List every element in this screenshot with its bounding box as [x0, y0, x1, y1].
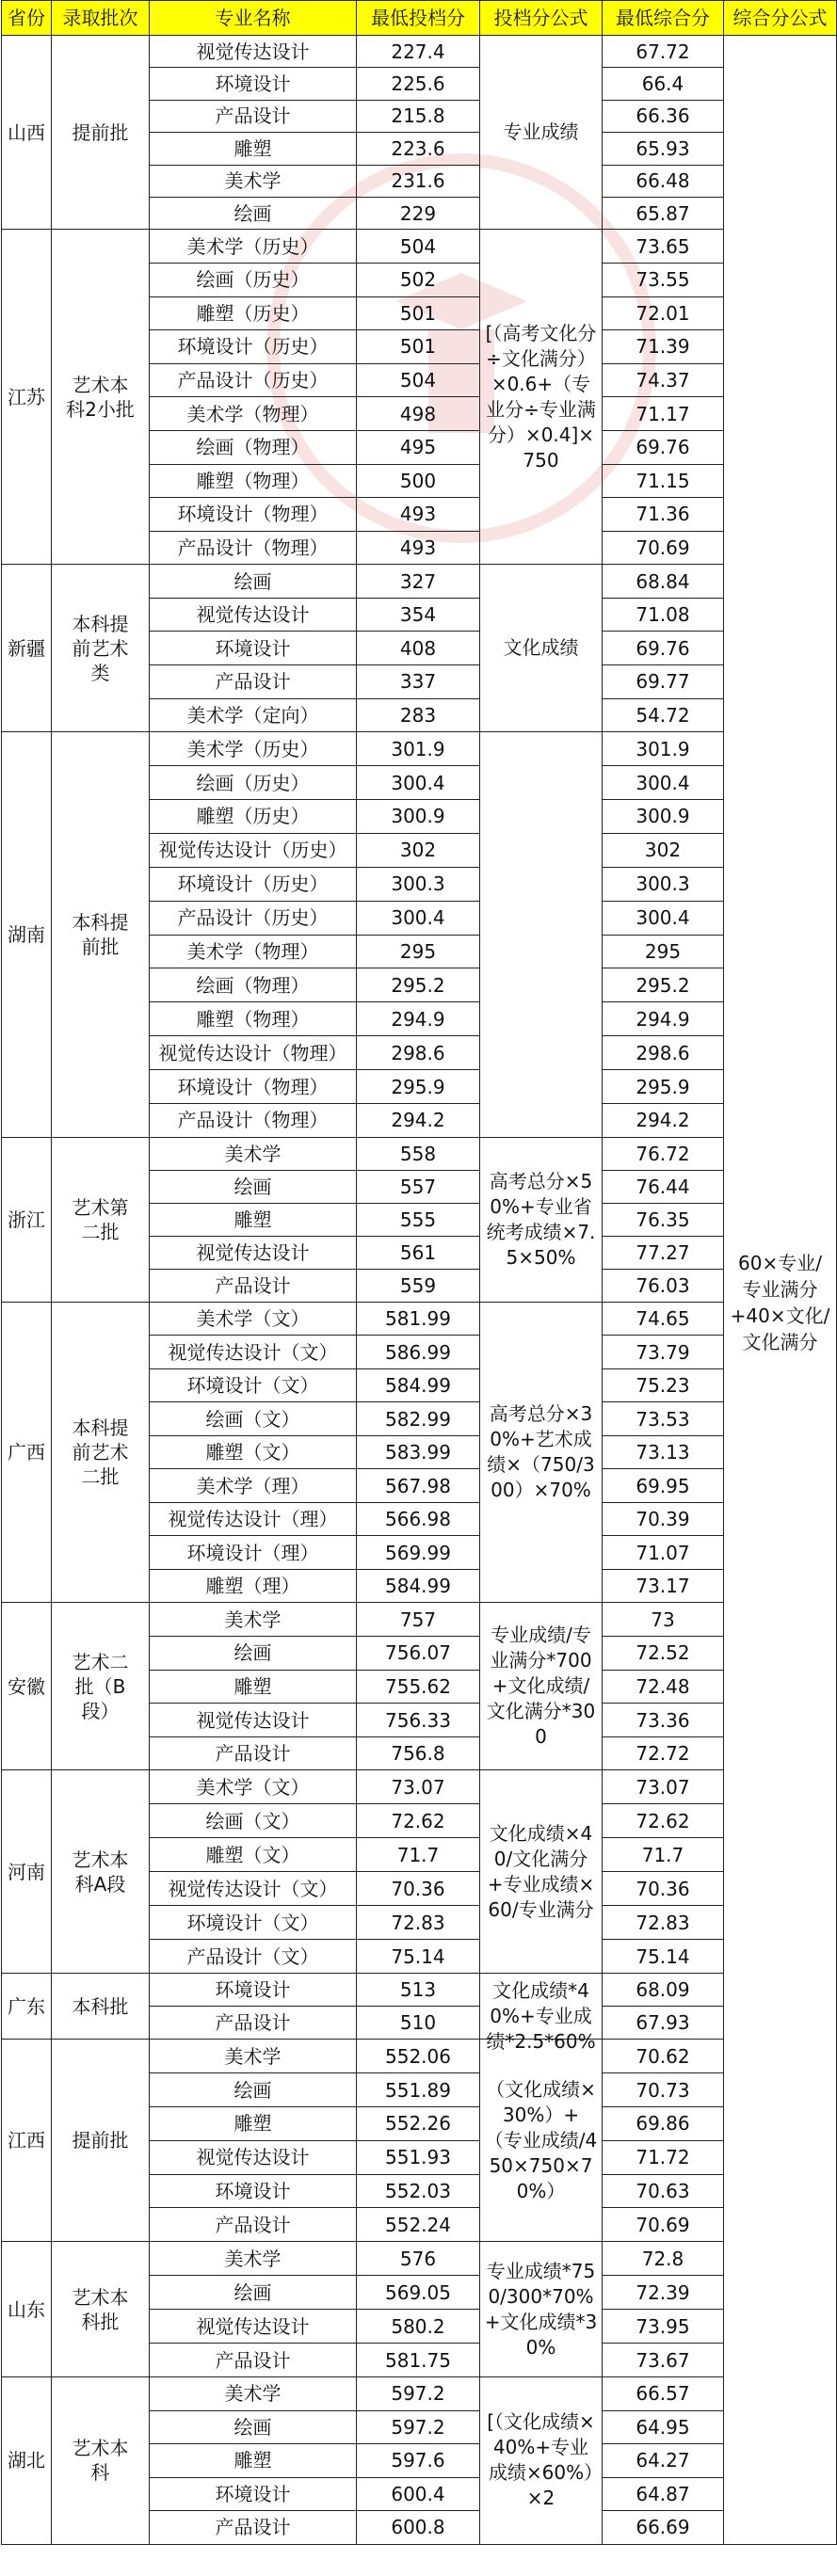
- major-cell: 产品设计: [150, 1736, 357, 1770]
- major-cell: 雕塑: [150, 1203, 357, 1236]
- min-score-cell: 327: [357, 565, 480, 599]
- province-cell: 山西: [2, 36, 52, 230]
- min-composite-cell: 69.95: [603, 1469, 724, 1503]
- min-score-cell: 566.98: [357, 1502, 480, 1536]
- min-composite-cell: 72.8: [603, 2242, 724, 2276]
- min-score-cell: 584.99: [357, 1368, 480, 1402]
- major-cell: 绘画: [150, 2410, 357, 2444]
- major-cell: 美术学（物理）: [150, 935, 357, 968]
- major-cell: 环境设计（历史）: [150, 867, 357, 901]
- table-row: [2, 1137, 837, 1170]
- major-cell: 绘画: [150, 1170, 357, 1203]
- min-score-cell: 510: [357, 2007, 480, 2040]
- min-composite-cell: 71.36: [603, 498, 724, 532]
- batch-cell: 艺术本科: [52, 2377, 150, 2545]
- major-cell: 视觉传达设计: [150, 2310, 357, 2344]
- min-score-cell: 71.7: [357, 1838, 480, 1872]
- major-cell: 产品设计: [150, 2344, 357, 2377]
- major-cell: 雕塑（历史）: [150, 296, 357, 330]
- min-composite-cell: 54.72: [603, 698, 724, 732]
- min-composite-cell: 72.83: [603, 1906, 724, 1940]
- major-cell: 绘画（历史）: [150, 766, 357, 800]
- score-formula-cell: 文化成绩×40/文化满分+专业成绩×60/专业满分: [480, 1770, 603, 1974]
- min-composite-cell: 71.15: [603, 464, 724, 498]
- major-cell: 雕塑（物理）: [150, 1002, 357, 1036]
- major-cell: 雕塑（历史）: [150, 800, 357, 834]
- min-score-cell: 555: [357, 1203, 480, 1236]
- min-score-cell: 600.4: [357, 2477, 480, 2511]
- table-row: [2, 2242, 837, 2276]
- major-cell: 美术学: [150, 1603, 357, 1637]
- min-score-cell: 300.3: [357, 867, 480, 901]
- min-score-cell: 295.9: [357, 1070, 480, 1104]
- score-formula-cell: 专业成绩: [480, 36, 603, 230]
- province-cell: 广东: [2, 1974, 52, 2040]
- min-score-cell: 495: [357, 430, 480, 464]
- min-composite-cell: 300.3: [603, 867, 724, 901]
- min-composite-cell: 70.36: [603, 1872, 724, 1906]
- min-score-cell: 337: [357, 665, 480, 699]
- province-cell: 湖北: [2, 2377, 52, 2545]
- min-score-cell: 567.98: [357, 1469, 480, 1503]
- min-score-cell: 300.9: [357, 800, 480, 834]
- major-cell: 环境设计（文）: [150, 1906, 357, 1940]
- min-composite-cell: 64.95: [603, 2410, 724, 2444]
- major-cell: 雕塑（文）: [150, 1435, 357, 1469]
- major-cell: 视觉传达设计（历史）: [150, 833, 357, 867]
- min-score-cell: 502: [357, 263, 480, 296]
- major-cell: 环境设计: [150, 2174, 357, 2208]
- major-cell: 视觉传达设计（理）: [150, 1502, 357, 1536]
- major-cell: 美术学（物理）: [150, 397, 357, 431]
- min-score-cell: 301.9: [357, 732, 480, 766]
- major-cell: 雕塑: [150, 1670, 357, 1704]
- major-cell: 产品设计: [150, 2208, 357, 2242]
- batch-cell: 本科批: [52, 1974, 150, 2040]
- major-cell: 视觉传达设计: [150, 36, 357, 68]
- min-composite-cell: 67.93: [603, 2007, 724, 2040]
- major-cell: 产品设计（历史）: [150, 363, 357, 397]
- major-cell: 雕塑: [150, 2107, 357, 2141]
- major-cell: 产品设计: [150, 1269, 357, 1302]
- min-score-cell: 223.6: [357, 133, 480, 165]
- min-composite-cell: 68.09: [603, 1974, 724, 2007]
- major-cell: 环境设计（物理）: [150, 1070, 357, 1104]
- header-batch: 录取批次: [52, 1, 150, 36]
- min-score-cell: 581.75: [357, 2344, 480, 2377]
- min-score-cell: 561: [357, 1236, 480, 1269]
- header-min-composite: 最低综合分: [603, 1, 724, 36]
- major-cell: 雕塑: [150, 133, 357, 165]
- score-formula-cell: [（高考文化分÷文化满分）×0.6+（专业分÷专业满分）×0.4]×750: [480, 230, 603, 565]
- min-composite-cell: 70.73: [603, 2073, 724, 2107]
- min-composite-cell: 74.37: [603, 363, 724, 397]
- min-composite-cell: 65.87: [603, 197, 724, 229]
- province-cell: 安徽: [2, 1603, 52, 1770]
- score-formula-cell: 文化成绩: [480, 565, 603, 732]
- composite-formula-text: 60×专业/专业满分+40×文化/文化满分: [730, 1252, 830, 1353]
- batch-cell: 本科提前艺术类: [52, 565, 150, 732]
- major-cell: 美术学（定向）: [150, 698, 357, 732]
- major-cell: 绘画: [150, 1637, 357, 1671]
- min-composite-cell: 65.93: [603, 133, 724, 165]
- min-score-cell: 227.4: [357, 36, 480, 68]
- header-major: 专业名称: [150, 1, 357, 36]
- min-composite-cell: 67.72: [603, 36, 724, 68]
- score-formula-cell: [（文化成绩×40%+专业成绩×60%）×2: [480, 2377, 603, 2545]
- major-cell: 美术学（文）: [150, 1302, 357, 1336]
- batch-cell: 艺术第二批: [52, 1137, 150, 1302]
- min-score-cell: 504: [357, 230, 480, 264]
- min-composite-cell: 66.57: [603, 2377, 724, 2411]
- table-row: [2, 2377, 837, 2411]
- min-score-cell: 584.99: [357, 1569, 480, 1603]
- table-row: [2, 565, 837, 599]
- min-score-cell: 225.6: [357, 68, 480, 100]
- min-composite-cell: 75.23: [603, 1368, 724, 1402]
- major-cell: 美术学（理）: [150, 1469, 357, 1503]
- batch-cell: 艺术二批（B段）: [52, 1603, 150, 1770]
- min-score-cell: 559: [357, 1269, 480, 1302]
- major-cell: 美术学（历史）: [150, 732, 357, 766]
- min-score-cell: 597.2: [357, 2377, 480, 2411]
- min-score-cell: 597.2: [357, 2410, 480, 2444]
- min-score-cell: 73.07: [357, 1770, 480, 1804]
- min-score-cell: 498: [357, 397, 480, 431]
- min-score-cell: 552.26: [357, 2107, 480, 2141]
- min-composite-cell: 73.17: [603, 1569, 724, 1603]
- header-province: 省份: [2, 1, 52, 36]
- batch-cell: 艺术本科2小批: [52, 230, 150, 565]
- min-composite-cell: 71.7: [603, 1838, 724, 1872]
- major-cell: 美术学: [150, 2377, 357, 2411]
- province-cell: 江苏: [2, 230, 52, 565]
- min-score-cell: 756.8: [357, 1736, 480, 1770]
- min-composite-cell: 295.2: [603, 968, 724, 1002]
- major-cell: 美术学（历史）: [150, 230, 357, 264]
- min-composite-cell: 73.36: [603, 1704, 724, 1737]
- table-row: [2, 732, 837, 766]
- major-cell: 产品设计: [150, 100, 357, 132]
- major-cell: 绘画（文）: [150, 1402, 357, 1436]
- table-row: [2, 230, 837, 264]
- major-cell: 环境设计: [150, 2477, 357, 2511]
- major-cell: 产品设计（物理）: [150, 1104, 357, 1138]
- major-cell: 视觉传达设计（文）: [150, 1872, 357, 1906]
- min-composite-cell: 72.72: [603, 1736, 724, 1770]
- score-formula-cell: [480, 1974, 603, 2053]
- min-composite-cell: 72.01: [603, 296, 724, 330]
- min-composite-cell: 294.2: [603, 1104, 724, 1138]
- min-composite-cell: 74.65: [603, 1302, 724, 1336]
- major-cell: 雕塑（文）: [150, 1838, 357, 1872]
- min-composite-cell: 76.44: [603, 1170, 724, 1203]
- score-formula-cell: （文化成绩×30%）+（专业成绩/450×750×70%）: [480, 2040, 603, 2242]
- min-score-cell: 300.4: [357, 766, 480, 800]
- major-cell: 视觉传达设计: [150, 1236, 357, 1269]
- table-row: [2, 1302, 837, 1336]
- min-composite-cell: 66.48: [603, 165, 724, 197]
- major-cell: 美术学（文）: [150, 1770, 357, 1804]
- min-composite-cell: 300.9: [603, 800, 724, 834]
- min-composite-cell: 295.9: [603, 1070, 724, 1104]
- min-composite-cell: 70.39: [603, 1502, 724, 1536]
- major-cell: 视觉传达设计: [150, 2140, 357, 2174]
- min-composite-cell: 301.9: [603, 732, 724, 766]
- major-cell: 绘画（文）: [150, 1804, 357, 1838]
- score-formula-cell: 高考总分×50%+专业省统考成绩×7.5×50%: [480, 1137, 603, 1302]
- min-composite-cell: 73.67: [603, 2344, 724, 2377]
- min-composite-cell: 69.86: [603, 2107, 724, 2141]
- min-score-cell: 300.4: [357, 901, 480, 935]
- min-composite-cell: 71.72: [603, 2140, 724, 2174]
- min-score-cell: 500: [357, 464, 480, 498]
- province-cell: 江西: [2, 2040, 52, 2242]
- min-score-cell: 298.6: [357, 1036, 480, 1070]
- batch-cell: 艺术本科批: [52, 2242, 150, 2377]
- min-score-cell: 294.2: [357, 1104, 480, 1138]
- min-score-cell: 215.8: [357, 100, 480, 132]
- min-composite-cell: 64.87: [603, 2477, 724, 2511]
- min-score-cell: 581.99: [357, 1302, 480, 1336]
- min-score-cell: 755.62: [357, 1670, 480, 1704]
- major-cell: 产品设计: [150, 2007, 357, 2040]
- major-cell: 产品设计（物理）: [150, 531, 357, 565]
- major-cell: 环境设计（文）: [150, 1368, 357, 1402]
- min-composite-cell: 73.13: [603, 1435, 724, 1469]
- header-score-formula: 投档分公式: [480, 1, 603, 36]
- major-cell: 绘画: [150, 2276, 357, 2310]
- min-score-cell: 582.99: [357, 1402, 480, 1436]
- major-cell: 产品设计（历史）: [150, 901, 357, 935]
- min-score-cell: 295: [357, 935, 480, 968]
- min-composite-cell: 66.36: [603, 100, 724, 132]
- min-score-cell: 569.99: [357, 1536, 480, 1570]
- min-composite-cell: 70.63: [603, 2174, 724, 2208]
- min-composite-cell: 72.39: [603, 2276, 724, 2310]
- major-cell: 环境设计（历史）: [150, 330, 357, 364]
- min-score-cell: 552.06: [357, 2040, 480, 2073]
- min-score-cell: 354: [357, 598, 480, 632]
- major-cell: 绘画: [150, 565, 357, 599]
- table-row: [2, 1603, 837, 1637]
- min-score-cell: 756.07: [357, 1637, 480, 1671]
- major-cell: 绘画（物理）: [150, 968, 357, 1002]
- min-score-cell: 551.89: [357, 2073, 480, 2107]
- header-row: [2, 1, 837, 36]
- major-cell: 绘画（物理）: [150, 430, 357, 464]
- min-composite-cell: 76.72: [603, 1137, 724, 1170]
- major-cell: 环境设计: [150, 68, 357, 100]
- major-cell: 环境设计: [150, 632, 357, 665]
- min-composite-cell: 72.48: [603, 1670, 724, 1704]
- min-score-cell: 576: [357, 2242, 480, 2276]
- min-score-cell: 600.8: [357, 2511, 480, 2545]
- major-cell: 绘画: [150, 197, 357, 229]
- major-cell: 产品设计: [150, 665, 357, 699]
- min-score-cell: 558: [357, 1137, 480, 1170]
- min-score-cell: 295.2: [357, 968, 480, 1002]
- major-cell: 绘画: [150, 2073, 357, 2107]
- min-composite-cell: 71.08: [603, 598, 724, 632]
- admission-score-table: [1, 0, 837, 2545]
- min-composite-cell: 69.77: [603, 665, 724, 699]
- min-composite-cell: 64.27: [603, 2444, 724, 2478]
- header-composite-formula: 综合分公式: [724, 1, 837, 36]
- min-score-cell: 757: [357, 1603, 480, 1637]
- min-score-cell: 72.83: [357, 1906, 480, 1940]
- min-composite-cell: 302: [603, 833, 724, 867]
- min-composite-cell: 71.39: [603, 330, 724, 364]
- min-score-cell: 501: [357, 296, 480, 330]
- major-cell: 视觉传达设计（物理）: [150, 1036, 357, 1070]
- min-composite-cell: 72.62: [603, 1804, 724, 1838]
- major-cell: 视觉传达设计: [150, 598, 357, 632]
- major-cell: 美术学: [150, 165, 357, 197]
- batch-cell: 本科提前批: [52, 732, 150, 1138]
- score-formula-cell: [480, 732, 603, 1138]
- min-composite-cell: 70.69: [603, 531, 724, 565]
- province-cell: 浙江: [2, 1137, 52, 1302]
- major-cell: 雕塑: [150, 2444, 357, 2478]
- min-composite-cell: 73: [603, 1603, 724, 1637]
- min-composite-cell: 73.79: [603, 1336, 724, 1369]
- table-row: [2, 1770, 837, 1804]
- min-score-cell: 557: [357, 1170, 480, 1203]
- min-score-cell: 408: [357, 632, 480, 665]
- min-composite-cell: 73.55: [603, 263, 724, 296]
- major-cell: 雕塑（物理）: [150, 464, 357, 498]
- score-formula-text: 文化成绩*40%+专业成绩*2.5*60%: [486, 1978, 596, 2053]
- min-composite-cell: 73.95: [603, 2310, 724, 2344]
- min-score-cell: 493: [357, 531, 480, 565]
- min-composite-cell: 294.9: [603, 1002, 724, 1036]
- min-composite-cell: 295: [603, 935, 724, 968]
- min-score-cell: 302: [357, 833, 480, 867]
- min-score-cell: 493: [357, 498, 480, 532]
- min-composite-cell: 70.62: [603, 2040, 724, 2073]
- min-composite-cell: 68.84: [603, 565, 724, 599]
- batch-cell: 提前批: [52, 2040, 150, 2242]
- min-score-cell: 580.2: [357, 2310, 480, 2344]
- min-composite-cell: 69.76: [603, 430, 724, 464]
- province-cell: 湖南: [2, 732, 52, 1138]
- min-composite-cell: 73.53: [603, 1402, 724, 1436]
- province-cell: 河南: [2, 1770, 52, 1974]
- min-composite-cell: 66.69: [603, 2511, 724, 2545]
- min-composite-cell: 66.4: [603, 68, 724, 100]
- table-row: [2, 1974, 837, 2007]
- province-cell: 山东: [2, 2242, 52, 2377]
- table-row: [2, 2040, 837, 2073]
- min-score-cell: 504: [357, 363, 480, 397]
- score-formula-cell: 高考总分×30%+艺术成绩×（750/300）×70%: [480, 1302, 603, 1603]
- min-score-cell: 501: [357, 330, 480, 364]
- min-score-cell: 583.99: [357, 1435, 480, 1469]
- major-cell: 绘画（历史）: [150, 263, 357, 296]
- major-cell: 视觉传达设计（文）: [150, 1336, 357, 1369]
- min-score-cell: 552.24: [357, 2208, 480, 2242]
- major-cell: 美术学: [150, 2242, 357, 2276]
- province-cell: 广西: [2, 1302, 52, 1603]
- composite-formula-cell: [724, 36, 837, 2545]
- min-composite-cell: 73.65: [603, 230, 724, 264]
- min-score-cell: 756.33: [357, 1704, 480, 1737]
- major-cell: 环境设计（理）: [150, 1536, 357, 1570]
- min-composite-cell: 72.52: [603, 1637, 724, 1671]
- min-score-cell: 229: [357, 197, 480, 229]
- score-formula-cell: 专业成绩*750/300*70%+文化成绩*30%: [480, 2242, 603, 2377]
- min-score-cell: 70.36: [357, 1872, 480, 1906]
- table-row: [2, 36, 837, 68]
- province-cell: 新疆: [2, 565, 52, 732]
- min-composite-cell: 70.69: [603, 2208, 724, 2242]
- min-score-cell: 72.62: [357, 1804, 480, 1838]
- min-score-cell: 283: [357, 698, 480, 732]
- major-cell: 雕塑（理）: [150, 1569, 357, 1603]
- batch-cell: 提前批: [52, 36, 150, 230]
- major-cell: 美术学: [150, 2040, 357, 2073]
- min-composite-cell: 71.17: [603, 397, 724, 431]
- major-cell: 环境设计（物理）: [150, 498, 357, 532]
- major-cell: 产品设计: [150, 2511, 357, 2545]
- batch-cell: 艺术本科A段: [52, 1770, 150, 1974]
- min-score-cell: 551.93: [357, 2140, 480, 2174]
- min-score-cell: 597.6: [357, 2444, 480, 2478]
- min-composite-cell: 77.27: [603, 1236, 724, 1269]
- header-min-score: 最低投档分: [357, 1, 480, 36]
- min-score-cell: 75.14: [357, 1940, 480, 1974]
- batch-cell: 本科提前艺术二批: [52, 1302, 150, 1603]
- min-composite-cell: 69.76: [603, 632, 724, 665]
- major-cell: 美术学: [150, 1137, 357, 1170]
- min-composite-cell: 300.4: [603, 901, 724, 935]
- major-cell: 产品设计（文）: [150, 1940, 357, 1974]
- major-cell: 环境设计: [150, 1974, 357, 2007]
- min-score-cell: 294.9: [357, 1002, 480, 1036]
- min-composite-cell: 300.4: [603, 766, 724, 800]
- score-formula-cell: 专业成绩/专业满分*700+文化成绩/文化满分*300: [480, 1603, 603, 1770]
- min-composite-cell: 76.03: [603, 1269, 724, 1302]
- major-cell: 视觉传达设计: [150, 1704, 357, 1737]
- min-composite-cell: 71.07: [603, 1536, 724, 1570]
- min-score-cell: 586.99: [357, 1336, 480, 1369]
- min-score-cell: 513: [357, 1974, 480, 2007]
- min-score-cell: 231.6: [357, 165, 480, 197]
- min-score-cell: 569.05: [357, 2276, 480, 2310]
- min-composite-cell: 298.6: [603, 1036, 724, 1070]
- min-composite-cell: 75.14: [603, 1940, 724, 1974]
- min-score-cell: 552.03: [357, 2174, 480, 2208]
- min-composite-cell: 76.35: [603, 1203, 724, 1236]
- min-composite-cell: 73.07: [603, 1770, 724, 1804]
